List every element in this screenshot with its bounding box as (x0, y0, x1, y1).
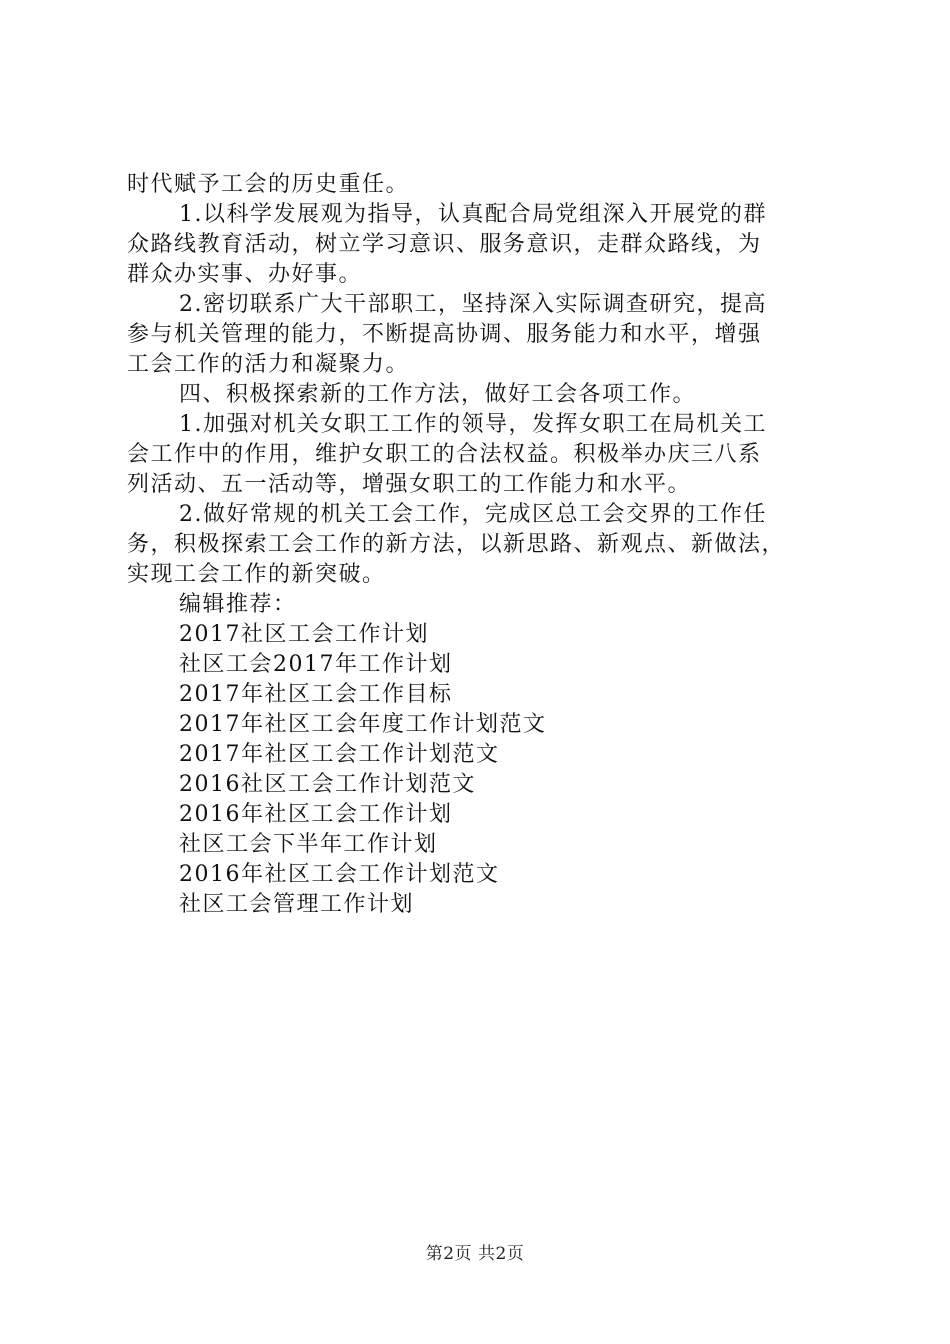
body-line: 四、积极探索新的工作方法，做好工会各项工作。 (179, 382, 697, 407)
body-line: 2.做好常规的机关工会工作，完成区总工会交界的工作任 (179, 502, 767, 527)
body-line: 时代赋予工会的历史重任。 (127, 172, 410, 197)
recommend-link[interactable]: 社区工会管理工作计划 (179, 892, 415, 917)
body-line: 1.以科学发展观为指导，认真配合局党组深入开展党的群 (179, 202, 767, 227)
recommend-link[interactable]: 2017社区工会工作计划 (179, 622, 429, 647)
recommend-list (127, 620, 832, 920)
page-footer: 第2页 共2页 (425, 1244, 525, 1264)
body-line: 实现工会工作的新突破。 (127, 562, 386, 587)
document-body (127, 170, 832, 920)
body-line: 务，积极探索工会工作的新方法，以新思路、新观点、新做法， (127, 532, 786, 557)
recommend-link[interactable]: 2016年社区工会工作计划范文 (179, 862, 500, 887)
body-line: 众路线教育活动，树立学习意识、服务意识，走群众路线，为 (127, 232, 762, 257)
body-line: 群众办实事、办好事。 (127, 262, 363, 287)
recommend-heading: 编辑推荐： (179, 592, 297, 617)
recommend-link[interactable]: 社区工会2017年工作计划 (179, 652, 453, 677)
body-line: 2.密切联系广大干部职工，坚持深入实际调查研究，提高 (179, 292, 767, 317)
recommend-link[interactable]: 2017年社区工会工作目标 (179, 682, 453, 707)
recommend-link[interactable]: 2017年社区工会年度工作计划范文 (179, 712, 547, 737)
recommend-link[interactable]: 2017年社区工会工作计划范文 (179, 742, 500, 767)
body-line: 工会工作的活力和凝聚力。 (127, 352, 410, 377)
recommend-link[interactable]: 2016年社区工会工作计划 (179, 802, 453, 827)
body-line: 参与机关管理的能力，不断提高协调、服务能力和水平，增强 (127, 322, 762, 347)
body-line: 会工作中的作用，维护女职工的合法权益。积极举办庆三八系 (127, 442, 762, 467)
body-text (127, 170, 832, 590)
recommend-link[interactable]: 社区工会下半年工作计划 (179, 832, 438, 857)
recommend-link[interactable]: 2016社区工会工作计划范文 (179, 772, 476, 797)
body-line: 1.加强对机关女职工工作的领导，发挥女职工在局机关工 (179, 412, 767, 437)
body-line: 列活动、五一活动等，增强女职工的工作能力和水平。 (127, 472, 692, 497)
